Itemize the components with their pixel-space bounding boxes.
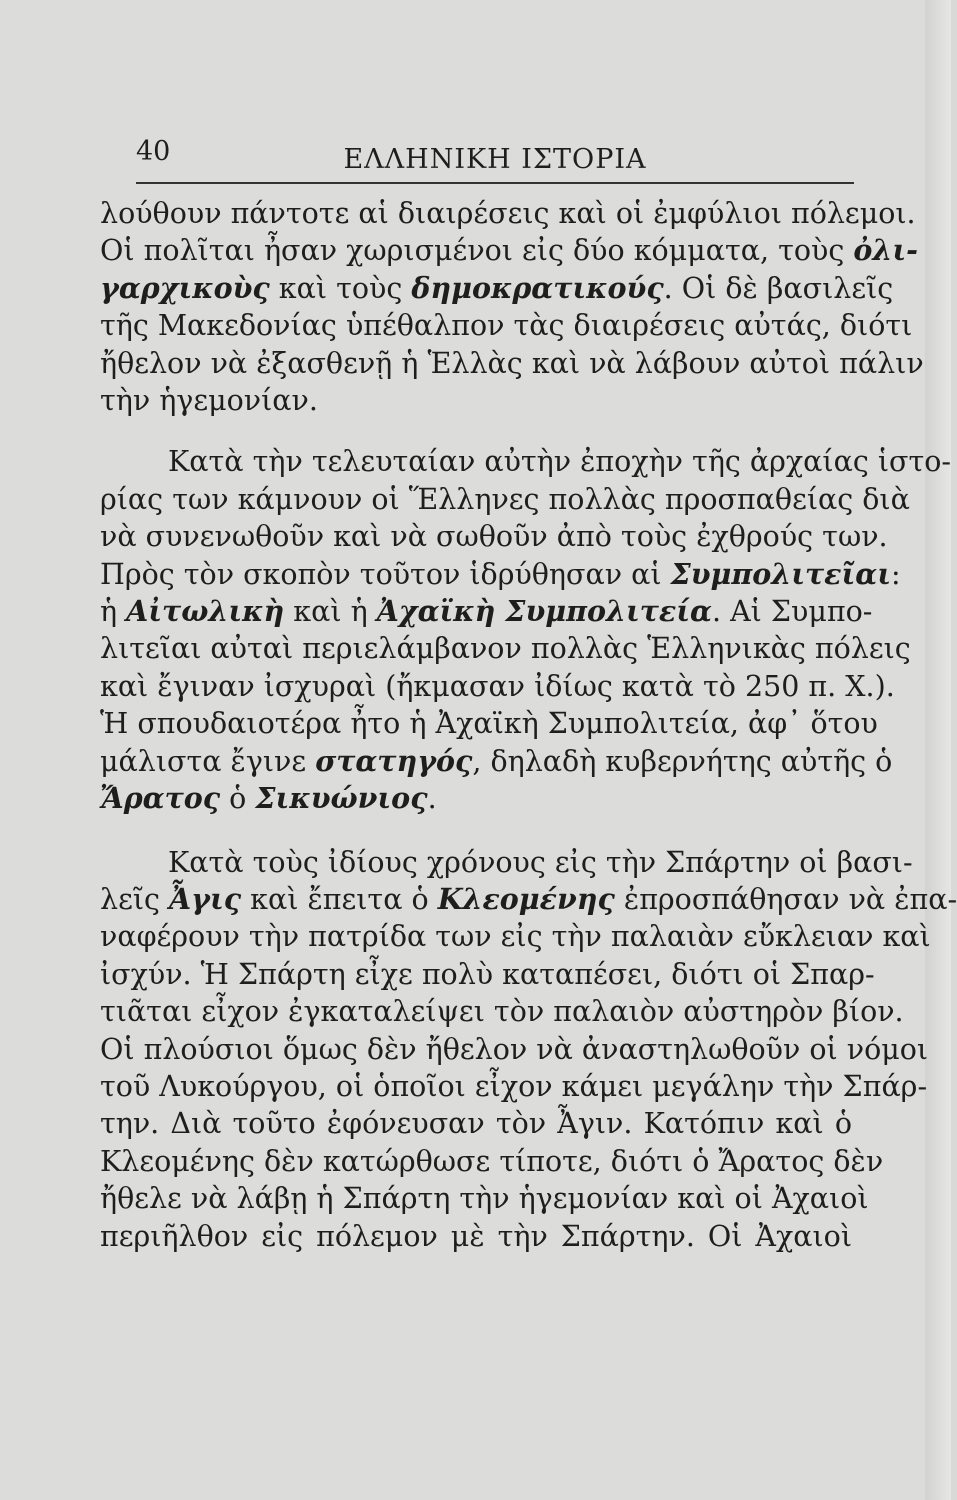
text-line: την. Διὰ τοῦτο ἐφόνευσαν τὸν Ἆγιν. Κατόπιν καὶ ὁ <box>100 1107 852 1141</box>
bold-term: γαρχικοὺς <box>100 270 270 305</box>
bold-term: στατηγός <box>315 743 473 778</box>
text-line: τοῦ Λυκούργου, οἱ ὁποῖοι εἶχον κάμει μεγάλην τὴν Σπάρ- <box>100 1069 928 1103</box>
bold-term: Συμπολιτεῖαι <box>670 556 892 591</box>
page-header <box>136 132 854 184</box>
bold-term: Κλεομένης <box>437 881 615 916</box>
paragraph <box>100 195 924 419</box>
text-line: τῆς Μακεδονίας ὑπέθαλπον τὰς διαιρέσεις αὐτάς, διότι <box>100 309 913 343</box>
bold-term: δημοκρατικούς <box>411 270 664 305</box>
bold-term: Ἀχαϊκὴ Συμπολιτεία <box>376 594 712 629</box>
paragraph <box>100 443 952 817</box>
text-line: Κλεομένης δὲν κατώρθωσε τίποτε, διότι ὁ Ἄρατος δὲν <box>100 1144 884 1178</box>
text-line: Ἄρατος ὁ Σικυώνιος. <box>100 781 437 816</box>
text-line: Οἱ πλούσιοι ὅμως δὲν ἤθελον νὰ ἀναστηλωθοῦν οἱ νόμοι <box>100 1032 929 1066</box>
text-line: περιῆλθον εἰς πόλεμον μὲ τὴν Σπάρτην. Οἱ Ἀχαιοὶ <box>100 1219 852 1253</box>
text-line: λεῖς Ἆγις καὶ ἔπειτα ὁ Κλεομένης ἐπροσπάθησαν νὰ ἐπα- <box>100 881 957 916</box>
text-line: Κατὰ τοὺς ἰδίους χρόνους εἰς τὴν Σπάρτην οἱ βασι- <box>168 845 913 879</box>
running-title: ΕΛΛΗΝΙΚΗ ΙΣΤΟΡΙΑ <box>343 144 647 175</box>
page-number: 40 <box>136 136 171 167</box>
text-line: μάλιστα ἔγινε στατηγός, δηλαδὴ κυβερνήτης αὐτῆς ὁ <box>100 743 893 778</box>
text-line: λούθουν πάντοτε αἱ διαιρέσεις καὶ οἱ ἐμφύλιοι πόλεμοι. <box>100 197 916 230</box>
text-line: καὶ ἔγιναν ἰσχυραὶ (ἤκμασαν ἰδίως κατὰ τὸ 250 π. Χ.). <box>100 669 895 703</box>
bold-term: Αἰτωλικὴ <box>126 594 285 629</box>
text-line: Οἱ πολῖται ἦσαν χωρισμένοι εἰς δύο κόμματα, τοὺς ὀλι- <box>100 233 918 268</box>
bold-term: Σικυώνιος <box>255 781 428 816</box>
bold-term: Ἆγις <box>169 881 242 916</box>
text-line: Πρὸς τὸν σκοπὸν τοῦτον ἱδρύθησαν αἱ Συμπολιτεῖαι: <box>100 556 901 591</box>
bold-term: Ἄρατος <box>100 781 221 816</box>
text-line: ἤθελον νὰ ἐξασθενῇ ἡ Ἑλλὰς καὶ νὰ λάβουν αὐτοὶ πάλιν <box>100 346 924 380</box>
text-line: Ἡ σπουδαιοτέρα ἦτο ἡ Ἀχαϊκὴ Συμπολιτεία, ἀφ᾽ ὅτου <box>100 707 878 741</box>
text-line: νὰ συνενωθοῦν καὶ νὰ σωθοῦν ἀπὸ τοὺς ἐχθρούς των. <box>100 520 888 554</box>
text-line: ἡ Αἰτωλικὴ καὶ ἡ Ἀχαϊκὴ Συμπολιτεία. Αἱ Συμπο- <box>100 594 873 629</box>
page-body <box>100 195 957 1255</box>
bold-term: ὀλι- <box>853 233 918 268</box>
paragraph <box>100 844 957 1255</box>
text-line: τὴν ἡγεμονίαν. <box>100 384 318 418</box>
text-line: Κατὰ τὴν τελευταίαν αὐτὴν ἐποχὴν τῆς ἀρχαίας ἱστο- <box>168 445 952 479</box>
page-edge <box>925 0 951 1500</box>
text-line: λιτεῖαι αὐταὶ περιελάμβανον πολλὰς Ἑλληνικὰς πόλεις <box>100 632 911 666</box>
text-line: ναφέρουν τὴν πατρίδα των εἰς τὴν παλαιὰν εὔκλειαν καὶ <box>100 920 931 954</box>
text-line: γαρχικοὺς καὶ τοὺς δημοκρατικούς. Οἱ δὲ βασιλεῖς <box>100 270 894 305</box>
text-line: ρίας των κάμνουν οἱ Ἕλληνες πολλὰς προσπαθείας διὰ <box>100 482 910 516</box>
text-line: τιᾶται εἶχον ἐγκαταλείψει τὸν παλαιὸν αὐστηρὸν βίον. <box>100 995 904 1029</box>
text-line: ἤθελε νὰ λάβῃ ἡ Σπάρτη τὴν ἡγεμονίαν καὶ οἱ Ἀχαιοὶ <box>100 1182 869 1216</box>
text-line: ἰσχύν. Ἡ Σπάρτη εἶχε πολὺ καταπέσει, διότι οἱ Σπαρ- <box>100 957 875 991</box>
